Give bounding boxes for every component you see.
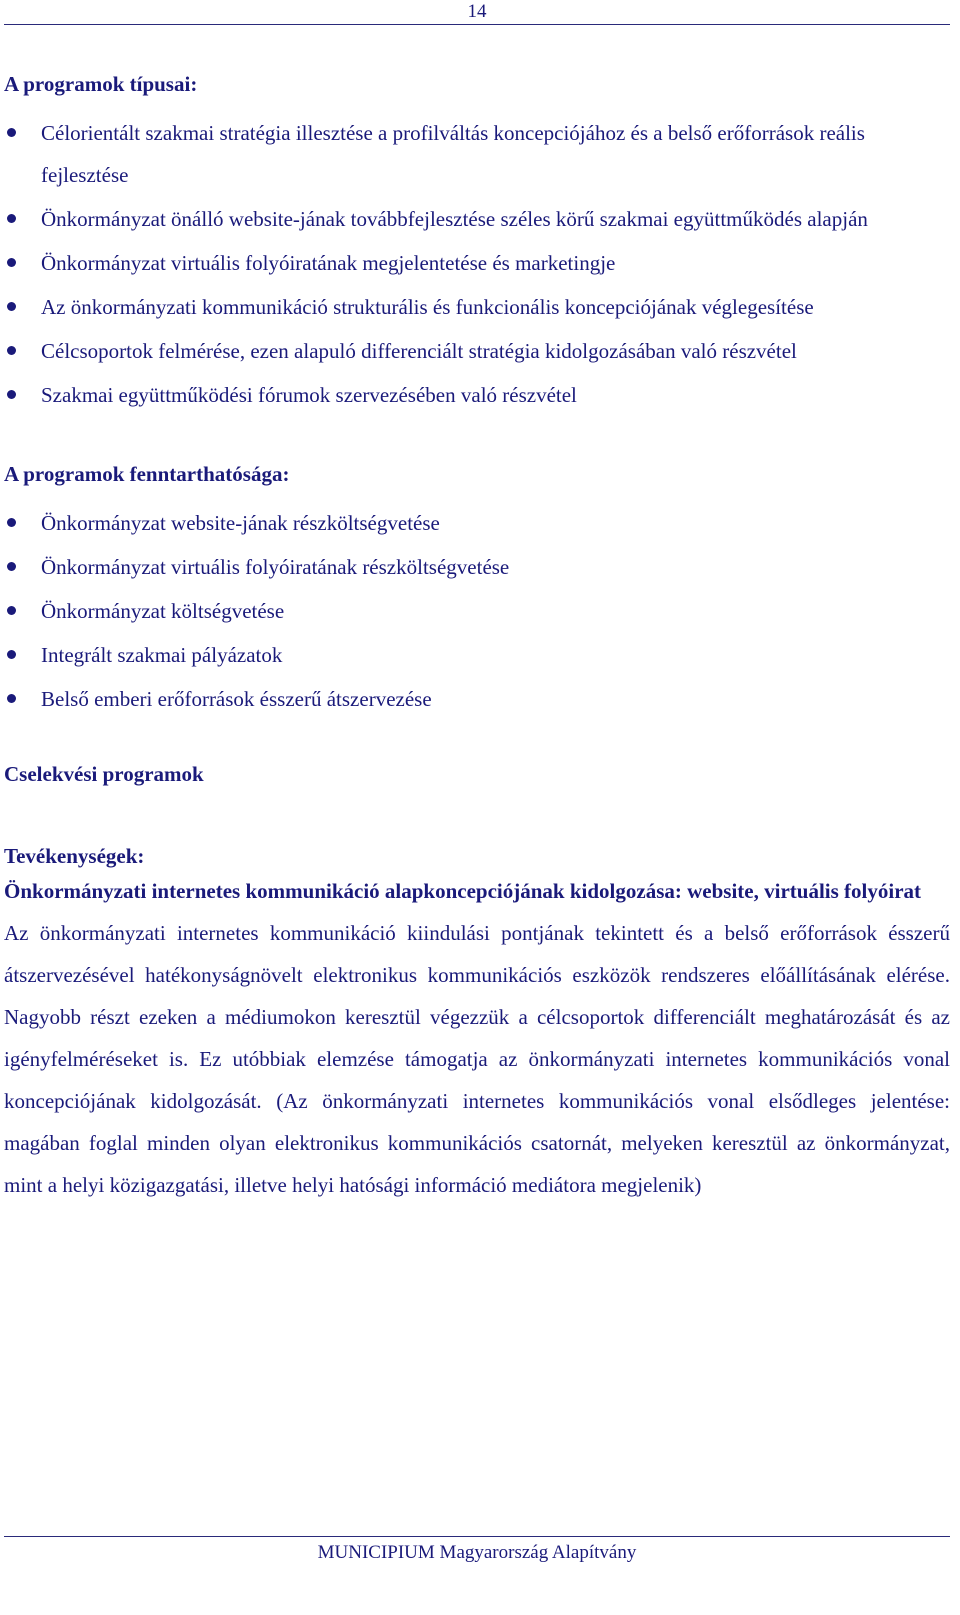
page-number: 14 <box>467 1 487 22</box>
list-item-text: Belső emberi erőforrások ésszerű átszervezése <box>41 687 432 711</box>
section-heading-action-programs: Cselekvési programok <box>4 762 204 786</box>
list-item <box>4 546 950 588</box>
page-content <box>4 70 950 1206</box>
list-item <box>4 502 950 544</box>
activity-title: Önkormányzati internetes kommunikáció alapkoncepciójának kidolgozása: website, virtuális folyóirat <box>4 879 922 903</box>
bullet-icon <box>7 518 16 527</box>
list-item-text: Önkormányzat önálló website-jának továbbfejlesztése széles körű szakmai együttműködés alapján <box>41 207 868 231</box>
list-item <box>4 198 950 240</box>
list-item-text: Az önkormányzati kommunikáció strukturális és funkcionális koncepciójának véglegesítése <box>41 295 814 319</box>
bullet-icon <box>7 390 16 399</box>
program-types-list <box>4 112 950 416</box>
list-item-text: Integrált szakmai pályázatok <box>41 643 283 667</box>
list-item <box>4 590 950 632</box>
page-footer <box>4 1536 950 1565</box>
list-item <box>4 374 950 416</box>
bullet-icon <box>7 128 16 137</box>
list-item-text: Önkormányzat virtuális folyóiratának részköltségvetése <box>41 555 510 579</box>
bullet-icon <box>7 214 16 223</box>
section-heading-activities: Tevékenységek: <box>4 844 145 868</box>
footer-text: MUNICIPIUM Magyarország Alapítvány <box>317 1542 637 1563</box>
section-heading-program-types: A programok típusai: <box>4 72 198 96</box>
list-item-text: Szakmai együttműködési fórumok szervezésében való részvétel <box>41 383 577 407</box>
sustainability-list <box>4 502 950 720</box>
list-item-text: Célcsoportok felmérése, ezen alapuló differenciált stratégia kidolgozásában való részvétel <box>41 339 797 363</box>
list-item <box>4 112 950 196</box>
bullet-icon <box>7 606 16 615</box>
activity-paragraph: Az önkormányzati internetes kommunikáció kiindulási pontjának tekintett és a belső erőforrások ésszerű átszervezésével hatékonyságnövelt elektronikus kommunikációs eszközök rendszeres előállításának elérése. Nagyobb részt ezeken a médiumokon keresztül végezzük a célcsoportok differenciált meghatározását és az igényfelméréseket is. Ez utóbbiak elemzése támogatja az önkormányzati internetes kommunikációs vonal koncepciójának kidolgozását. (Az önkormányzati internetes kommunikációs vonal elsődleges jelentése: magában foglal minden olyan elektronikus kommunikációs csatornát, melyeken keresztül az önkormányzat, mint a helyi közigazgatási, illetve helyi hatósági információ mediátora megjelenik) <box>4 921 950 1197</box>
bullet-icon <box>7 346 16 355</box>
list-item <box>4 242 950 284</box>
list-item <box>4 634 950 676</box>
section-heading-sustainability: A programok fenntarthatósága: <box>4 462 290 486</box>
list-item-text: Célorientált szakmai stratégia illesztése a profilváltás koncepciójához és a belső erőforrások reális fejlesztése <box>41 121 865 187</box>
bullet-icon <box>7 694 16 703</box>
list-item-text: Önkormányzat virtuális folyóiratának megjelentetése és marketingje <box>41 251 616 275</box>
bullet-icon <box>7 258 16 267</box>
list-item <box>4 330 950 372</box>
bullet-icon <box>7 650 16 659</box>
list-item <box>4 678 950 720</box>
bullet-icon <box>7 302 16 311</box>
list-item-text: Önkormányzat költségvetése <box>41 599 285 623</box>
list-item-text: Önkormányzat website-jának részköltségvetése <box>41 511 440 535</box>
page-header <box>4 0 950 25</box>
bullet-icon <box>7 562 16 571</box>
list-item <box>4 286 950 328</box>
